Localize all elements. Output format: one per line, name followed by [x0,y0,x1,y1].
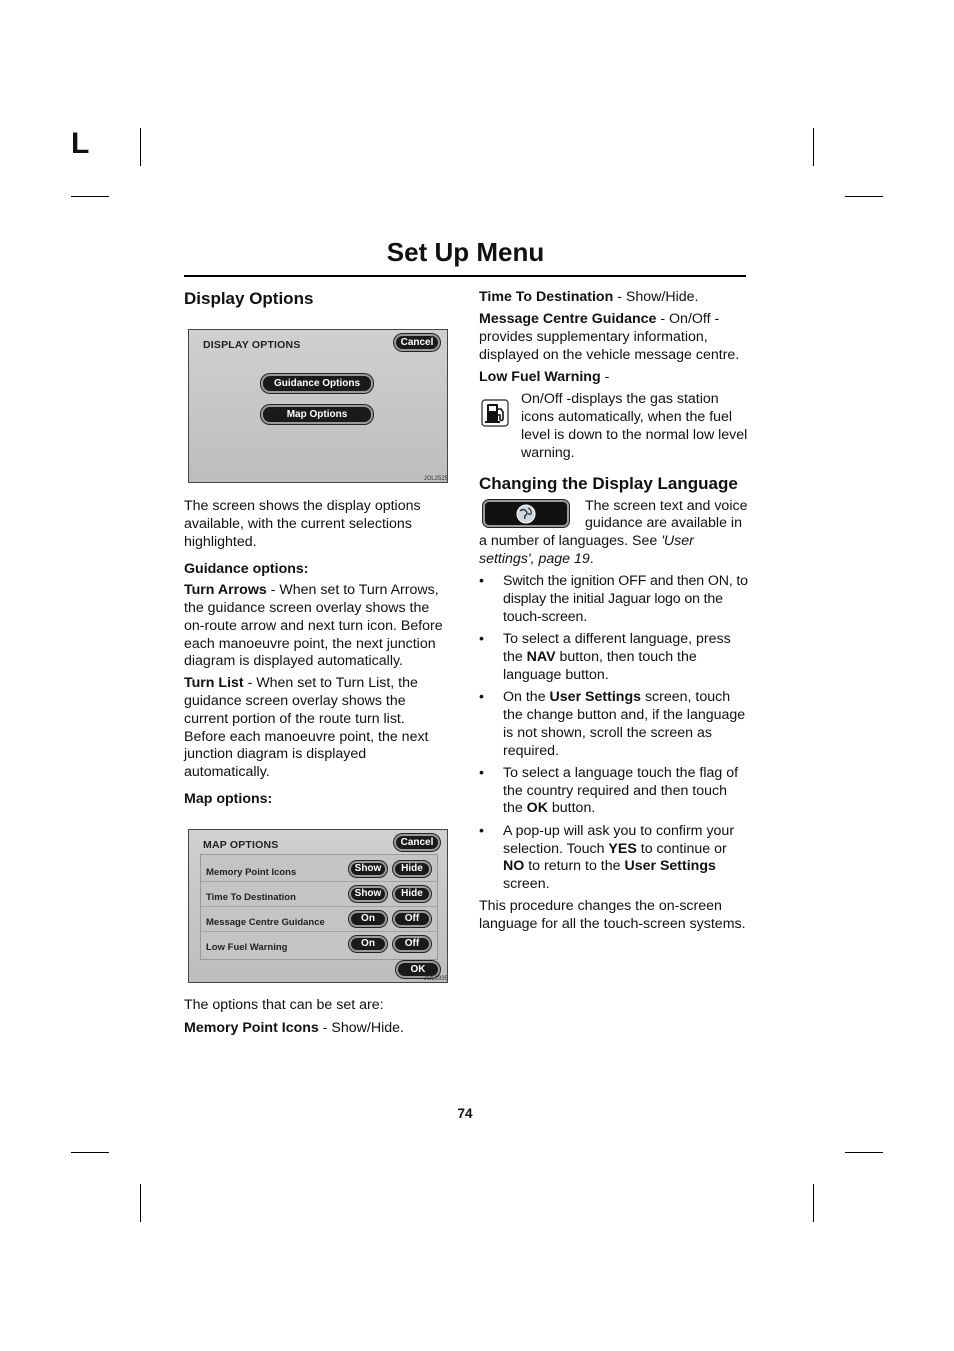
left-column [184,286,450,1037]
right-column [479,286,749,934]
list-item [479,573,749,626]
option-label: Memory Point Icons [206,866,297,878]
off-button[interactable]: Off [393,911,431,927]
map-options-screen [188,829,448,983]
page-title: Set Up Menu [386,237,545,267]
language-button-icon[interactable] [483,500,569,527]
message-centre-text: - On/Off - provides supplementary information, displayed on the vehicle message centre. [479,311,740,363]
list-item [479,631,749,684]
crop-mark [140,1184,141,1222]
step-text: screen. [503,876,550,893]
step-text: button, then touch the language button. [503,649,697,683]
language-block [479,498,749,569]
language-intro-end: . [589,551,594,568]
crop-mark [845,196,883,197]
section-letter: L [71,127,90,160]
options-intro: The options that can be set are: [184,996,384,1013]
turn-list-paragraph [184,675,450,782]
title-rule [184,275,746,277]
step-bold: NAV [526,649,556,666]
crop-mark [845,1152,883,1153]
time-to-destination-term: Time To Destination [479,289,614,305]
user-settings-reference[interactable]: 'User settings', page 19 [479,533,694,568]
image-reference: JOL2525 [423,476,448,483]
on-button[interactable]: On [349,936,387,952]
step-bold: YES [608,840,637,857]
option-label: Message Centre Guidance [206,916,325,928]
crop-mark [813,128,814,166]
options-list [200,854,438,960]
crop-mark [71,1152,109,1153]
cancel-button[interactable]: Cancel [394,834,440,851]
step-text: to continue or [636,840,727,857]
display-options-heading: Display Options [184,289,314,308]
step-bold: User Settings [624,858,716,875]
low-fuel-paragraph [479,369,749,387]
option-label: Low Fuel Warning [206,941,288,953]
memory-point-paragraph [184,1020,450,1038]
memory-point-text: - Show/Hide. [318,1019,404,1036]
option-label: Time To Destination [206,891,296,903]
cancel-button[interactable]: Cancel [394,334,440,351]
language-intro-text: The screen text and voice guidance are available in a number of languages. See [479,497,748,550]
memory-point-term: Memory Point Icons [184,1019,319,1036]
low-fuel-block [479,391,749,462]
list-item [479,765,749,818]
step-bold: User Settings [549,689,642,706]
option-row-low-fuel-warning [201,932,437,957]
screen-title: MAP OPTIONS [203,838,279,851]
display-intro: The screen shows the display options available, with the current selections highlighted. [184,498,421,550]
crop-mark [71,196,109,197]
low-fuel-term: Low Fuel Warning [479,369,601,386]
time-to-destination-text: - Show/Hide. [613,289,699,305]
step-text: A pop-up will ask you to confirm your selection. Touch [503,822,735,857]
map-options-heading: Map options: [184,790,273,807]
step-text: screen, touch the change button and, if the language is not shown, scroll the screen as required. [503,689,746,759]
display-options-screen [188,329,448,483]
on-button[interactable]: On [349,911,387,927]
hide-button[interactable]: Hide [393,861,431,877]
low-fuel-description: On/Off -displays the gas station icons automatically, when the fuel level is down to the normal low level warning. [521,391,748,461]
hide-button[interactable]: Hide [393,886,431,902]
time-to-destination-paragraph [479,289,749,307]
language-steps [479,573,749,894]
guidance-options-button[interactable]: Guidance Options [261,374,373,393]
option-row-time-to-destination [201,882,437,907]
step-text: On the [503,689,550,706]
fuel-pump-icon [481,399,509,427]
language-heading: Changing the Display Language [479,473,738,493]
show-button[interactable]: Show [349,861,387,877]
step-text: To select a different language, press the [503,631,731,666]
step-bold: OK [526,800,548,817]
option-row-memory-point-icons [201,857,437,882]
closing-paragraph: This procedure changes the on-screen language for all the touch-screen systems. [479,898,746,933]
image-reference: JOL1935 [423,975,448,982]
turn-arrows-term: Turn Arrows [184,582,267,599]
turn-list-text: - When set to Turn List, the guidance screen overlay shows the current portion of the route turn list. Before each manoeuvre point, the next junction diagram is displayed automatically. [184,675,429,781]
map-options-button[interactable]: Map Options [261,405,373,424]
guidance-options-heading: Guidance options: [184,561,309,578]
turn-arrows-text: - When set to Turn Arrows, the guidance screen overlay shows the on-route arrow and next turn icon. Before each manoeuvre point, the next junction diagram is displayed automatically. [184,582,443,670]
low-fuel-text: - [600,369,610,386]
message-centre-term: Message Centre Guidance [479,311,657,328]
option-row-message-centre-guidance [201,907,437,932]
show-button[interactable]: Show [349,886,387,902]
step-text: button. [547,800,596,817]
ok-button[interactable]: OK [396,961,440,978]
off-button[interactable]: Off [393,936,431,952]
step-text: To select a language touch the flag of the country required and then touch the [503,764,739,817]
crop-mark [140,128,141,166]
turn-list-term: Turn List [184,675,244,692]
list-item [479,823,749,894]
crop-mark [813,1184,814,1222]
screen-title: DISPLAY OPTIONS [203,339,301,351]
step-text: Switch the ignition OFF and then ON, to display the initial Jaguar logo on the touch-screen. [503,573,748,625]
message-centre-paragraph [479,311,749,364]
step-text: to return to the [524,858,625,875]
list-item [479,689,749,760]
step-bold: NO [503,858,525,875]
turn-arrows-paragraph [184,582,450,671]
page-number: 74 [457,1106,473,1121]
